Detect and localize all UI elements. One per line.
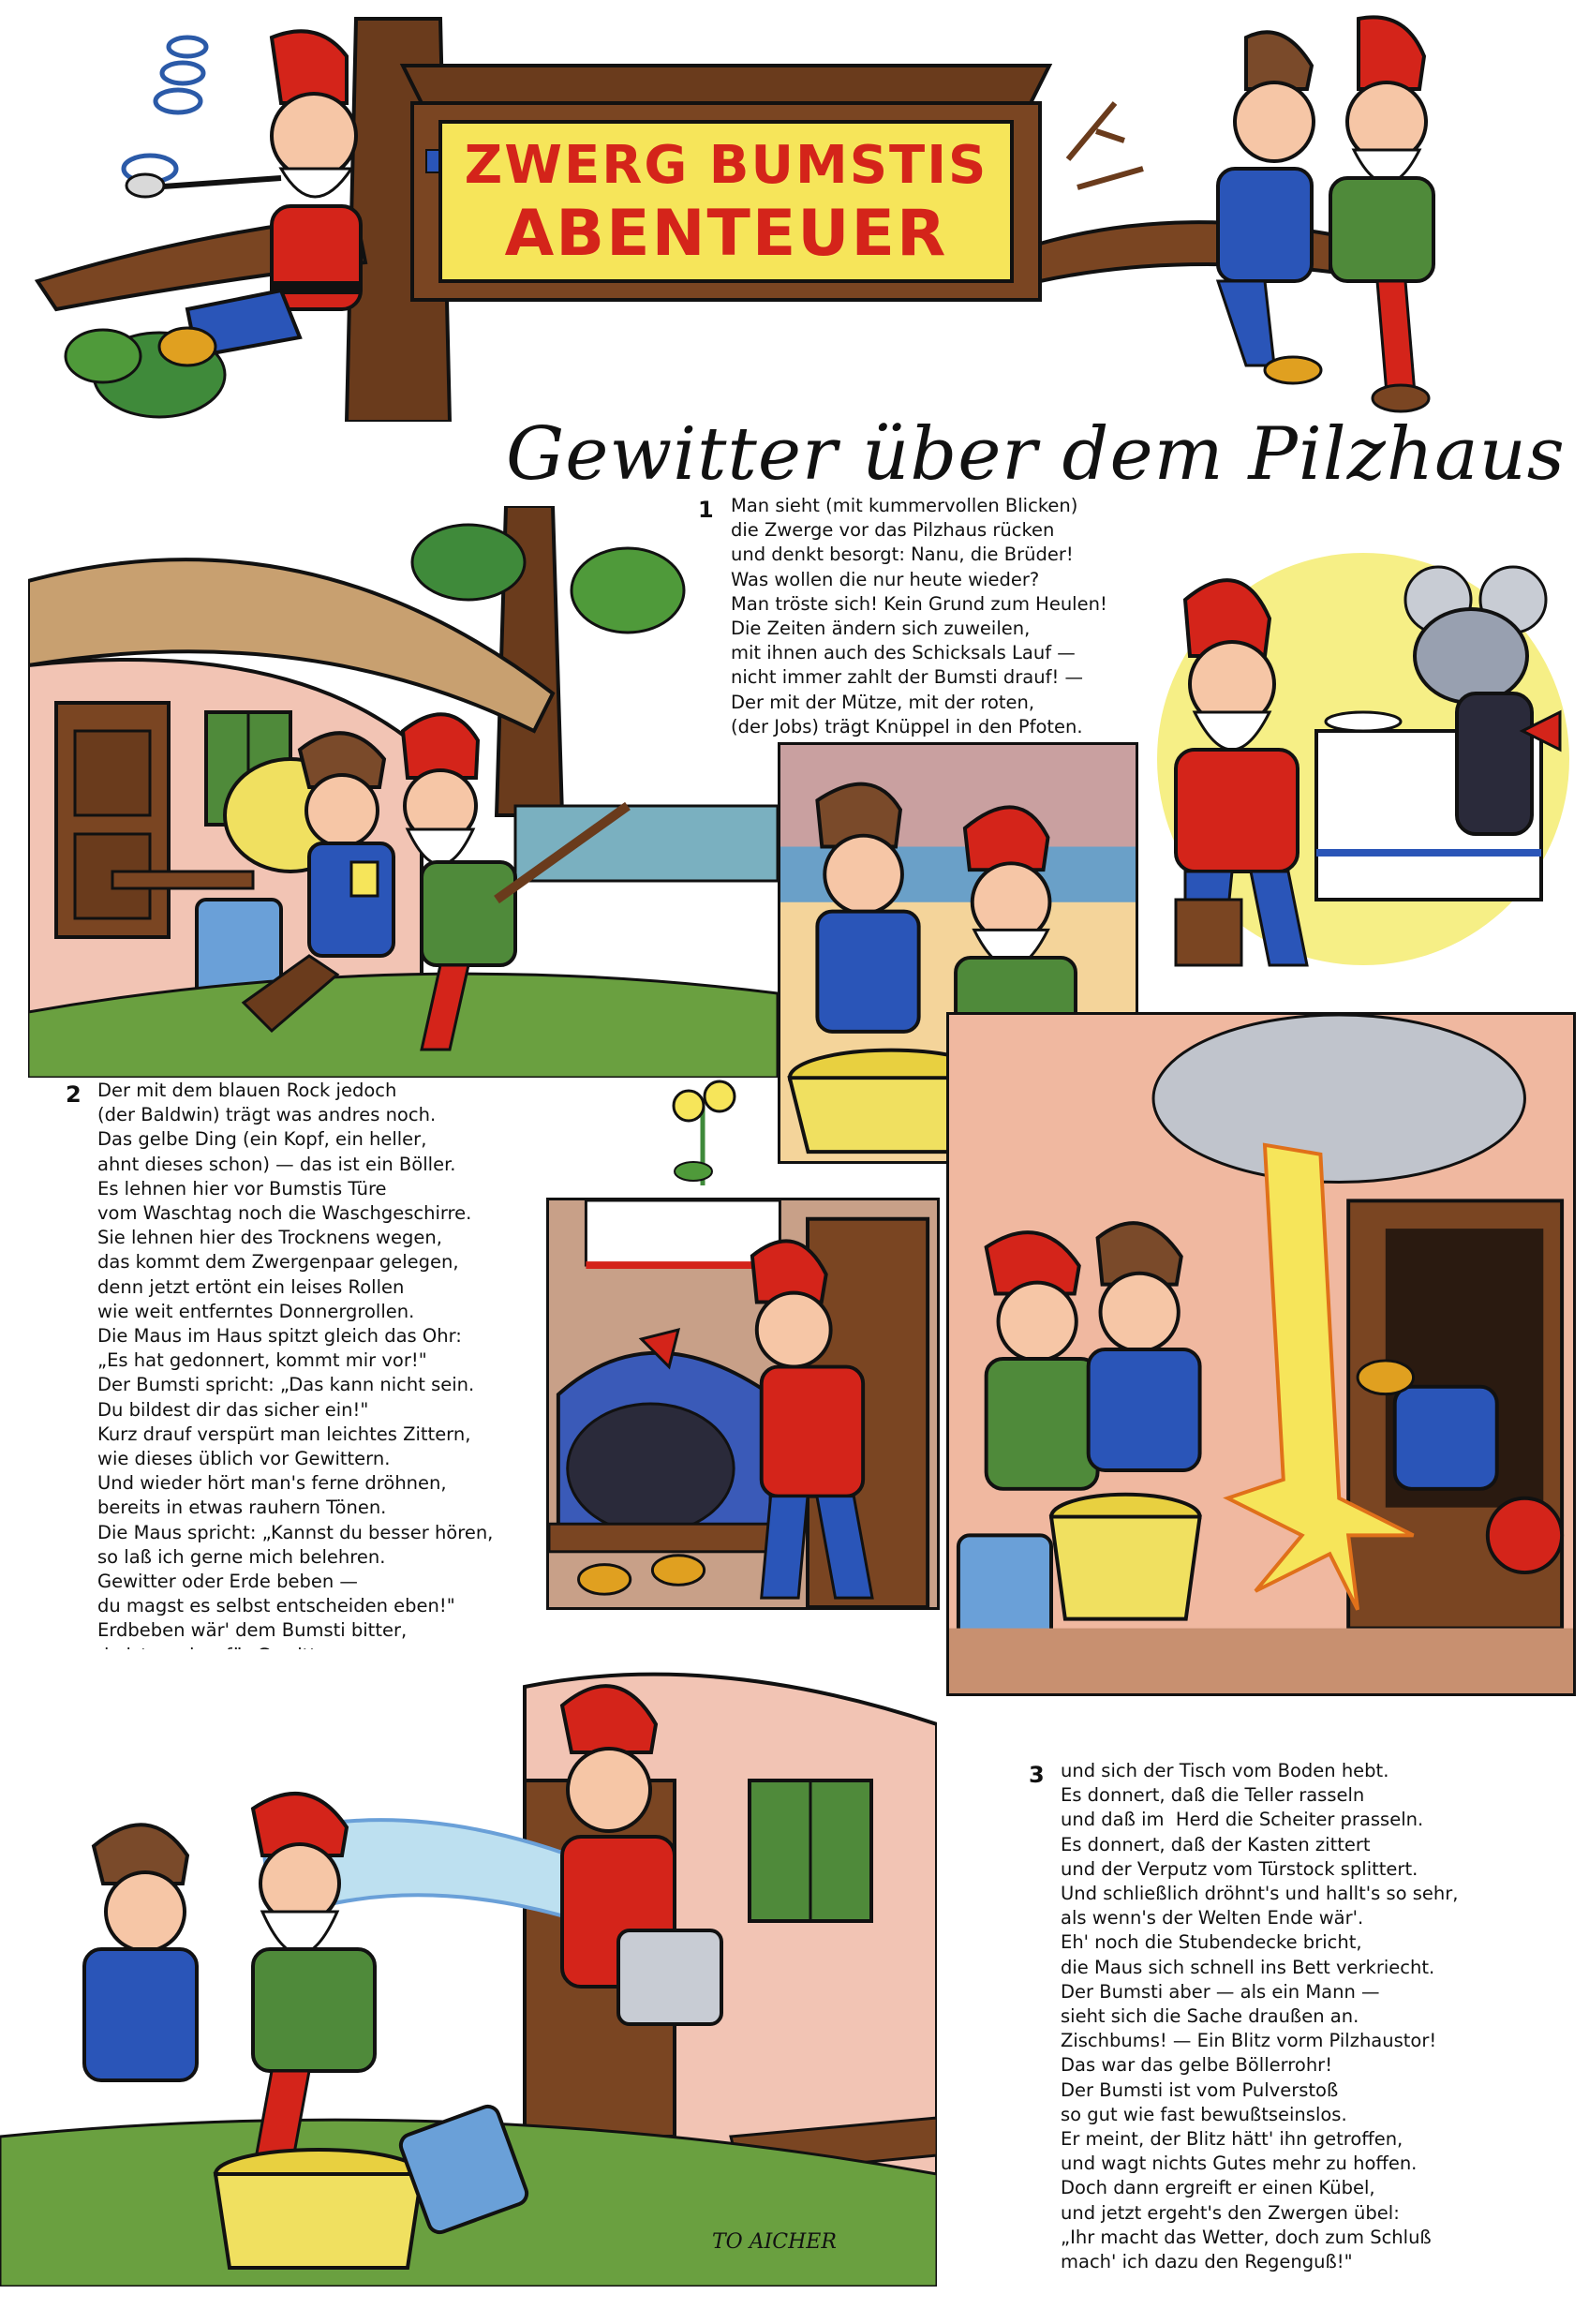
verse-text-1: Man sieht (mit kummervollen Blicken) die Zwerge vor das Pilzhaus rücken und denkt besorgt: Nanu, die Brüder! Was wollen die nur heute wieder? Man tröste sich! Kein Grund zum Heulen! Die Zeiten ändern sich zuweilen, mit ihnen auch des Schicksals Lauf — nicht immer zahlt der Bumsti drauf! — Der mit der Mütze, mit der roten, (der Jobs) trägt Knüppel in den Pfoten. xyxy=(731,495,1107,737)
header-illustration xyxy=(0,0,1589,422)
verse-number-1: 1 xyxy=(698,497,714,523)
flower-decoration xyxy=(656,1068,750,1190)
sign-roof xyxy=(403,66,1049,103)
panel-6-illustration xyxy=(0,1649,937,2287)
panel-5-illustration xyxy=(946,1012,1576,1696)
smoke-rings xyxy=(124,37,206,182)
panel-1-illustration xyxy=(28,506,778,1078)
story-title: Gewitter über dem Pilzhaus xyxy=(506,412,1566,497)
verse-number-3: 3 xyxy=(1029,1762,1045,1788)
verse-text-3: und sich der Tisch vom Boden hebt. Es donnert, daß die Teller rasseln und daß im Herd die Scheiter prasseln. Es donnert, daß der Kasten zittert und der Verputz vom Türstock splittert. Und schließlich dröhnt's und hallt's so sehr, als wenn's der Welten Ende wär'. Eh' noch die Stubendecke bricht, die Maus sich schnell ins Bett verkriecht. Der Bumsti aber — als ein Mann — sieht sich die Sache draußen an. Zischbums! — Ein Blitz vorm Pilzhaustor! Das war das gelbe Böllerrohr! Der Bumsti ist vom Pulverstoß so gut wie fast bewußtseinslos. Er meint, der Blitz hätt' ihn getroffen, und wagt nichts Gutes mehr zu hoffen. Doch dann ergreift er einen Kübel, und jetzt ergeht's den Zwergen übel: „Ihr macht das Wetter, doch zum Schluß mach' ich dazu den Regenguß!" xyxy=(1061,1760,1459,2273)
leaf xyxy=(66,330,141,382)
series-title-line1: ZWERG BUMSTIS xyxy=(464,135,988,196)
two-dwarfs-header xyxy=(1218,17,1433,411)
series-title-line2: ABENTEUER xyxy=(504,197,948,271)
panel-3-illustration xyxy=(1148,544,1574,984)
twigs xyxy=(1068,103,1143,187)
artist-signature: TO AICHER xyxy=(712,2230,837,2254)
dwarf-with-pipe xyxy=(126,31,361,365)
verse-text-2: Der mit dem blauen Rock jedoch (der Baldwin) trägt was andres noch. Das gelbe Ding (ein Kopf, ein heller, ahnt dieses schon) — das ist ein Böller. Es lehnen hier vor Bumstis Türe vom Waschtag noch die Waschgeschirre. Sie lehnen hier des Trocknens wegen, das kommt dem Zwergenpaar gelegen, denn jetzt ertönt ein leises Rollen wie weit entferntes Donnergrollen. Die Maus im Haus spitzt gleich das Ohr: „Es hat gedonnert, kommt mir vor!" Der Bumsti spricht: „Das kann nicht sein. Du bildest dir das sicher ein!" Kurz drauf verspürt man leichtes Zittern, wie dieses üblich vor Gewittern. Und wieder hört man's ferne dröhnen, bereits in etwas rauhern Tönen. Die Maus spricht: „Kannst du besser hören, so laß ich gerne mich belehren. Gewitter oder Erde beben — du magst es selbst entscheiden eben!" Erdbeben wär' dem Bumsti bitter, xyxy=(97,1080,494,1642)
panel-4-illustration xyxy=(546,1198,940,1610)
verse-number-2: 2 xyxy=(66,1081,82,1108)
sign-hinge xyxy=(426,150,439,172)
